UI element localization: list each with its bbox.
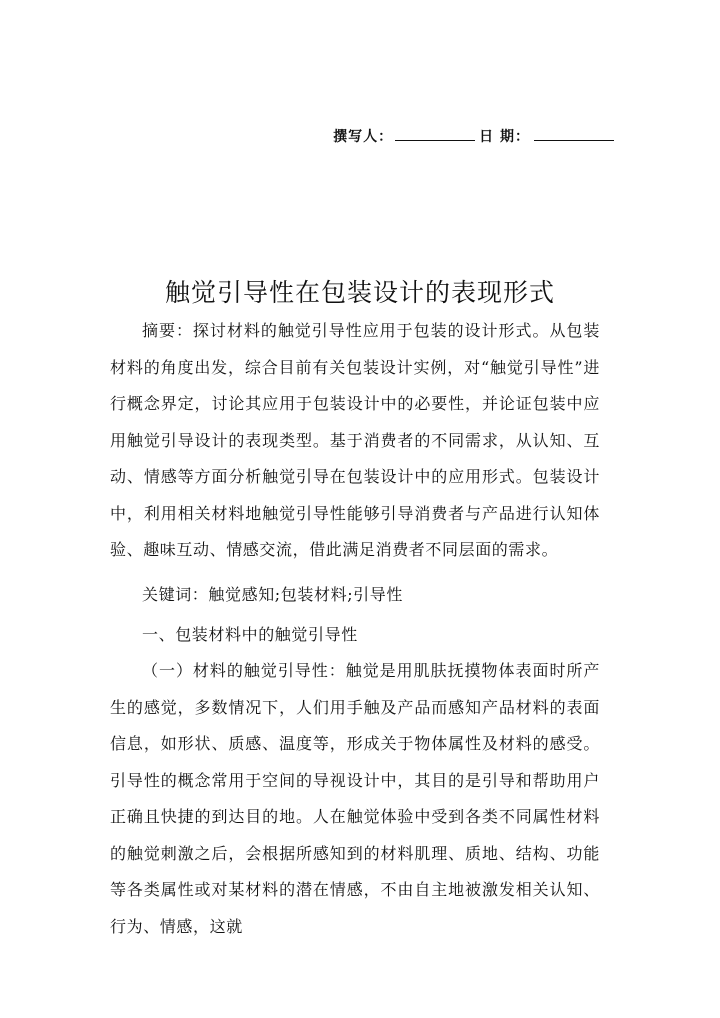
- keywords-block: [110, 577, 600, 614]
- date-blank: [534, 128, 614, 141]
- author-blank: [395, 128, 475, 141]
- section-heading-block: [110, 617, 600, 654]
- section-heading: 一、包装材料中的触觉引导性: [142, 625, 358, 644]
- body-paragraph: （一）材料的触觉引导性：触觉是用肌肤抚摸物体表面时所产生的感觉，多数情况下，人们用手触及产品而感知产品材料的表面信息，如形状、质感、温度等，形成关于物体属性及材料的感受。引导性的概念常用于空间的导视设计中，其目的是引导和帮助用户正确且快捷的到达目的地。人在触觉体验中受到各类不同属性材料的触觉刺激之后，会根据所感知到的材料肌理、质地、结构、功能等各类属性或对某材料的潜在情感，不由自主地被激发相关认知、行为、情感，这就: [110, 661, 600, 936]
- author-date-line: [333, 126, 614, 146]
- author-label: 撰写人：: [333, 129, 394, 145]
- body-paragraph-block: [110, 653, 600, 945]
- keywords-line: 关键词：触觉感知;包装材料;引导性: [142, 585, 403, 604]
- document-title: 触觉引导性在包装设计的表现形式: [164, 277, 555, 307]
- date-label: 日 期：: [479, 129, 530, 145]
- abstract-block: [110, 313, 600, 569]
- abstract-paragraph: 摘要：探讨材料的触觉引导性应用于包装的设计形式。从包装材料的角度出发，综合目前有关包装设计实例，对“触觉引导性”进行概念界定，讨论其应用于包装设计中的必要性，并论证包装中应用触觉引导设计的表现类型。基于消费者的不同需求，从认知、互动、情感等方面分析触觉引导在包装设计中的应用形式。包装设计中，利用相关材料地触觉引导性能够引导消费者与产品进行认知体验、趣味互动、情感交流，借此满足消费者不同层面的需求。: [110, 321, 600, 559]
